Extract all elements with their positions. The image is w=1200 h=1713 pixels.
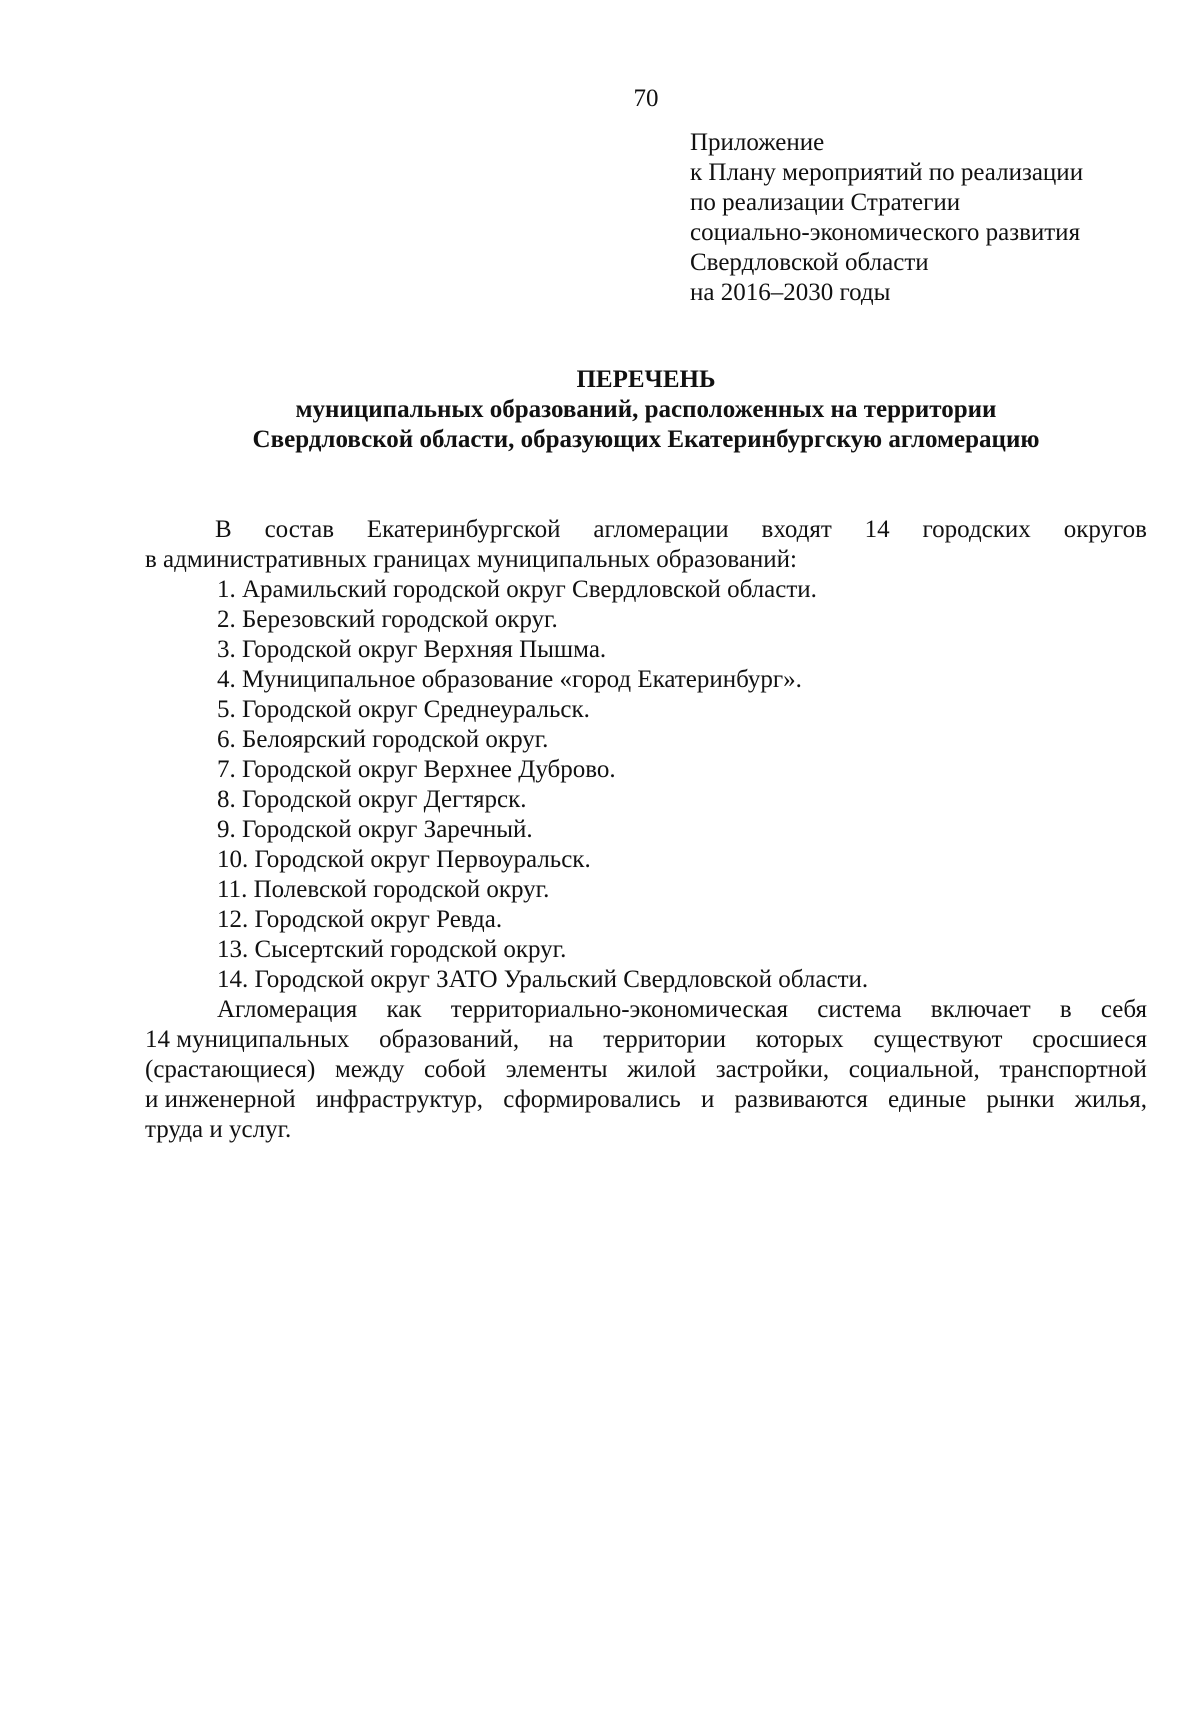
closing-word: территориально-экономическая (450, 996, 788, 1023)
list-item: 9. Городской округ Заречный. (217, 816, 533, 843)
appendix-line: Свердловской области (690, 249, 929, 276)
closing-word: сформировались (503, 1086, 681, 1113)
list-item: 13. Сысертский городской округ. (217, 936, 567, 963)
closing-word: себя (1100, 996, 1147, 1023)
title-heading: ПЕРЕЧЕНЬ (576, 366, 716, 393)
intro-word: В (215, 516, 232, 543)
closing-word: единые (888, 1086, 967, 1113)
closing-word: элементы (505, 1056, 608, 1083)
intro-word: 14 (864, 516, 890, 543)
list-item: 12. Городской округ Ревда. (217, 906, 503, 933)
closing-word: застройки, (715, 1056, 830, 1083)
closing-word: инфраструктур, (315, 1086, 484, 1113)
municipality-list (217, 575, 1147, 995)
closing-word: жилой (627, 1056, 697, 1083)
list-item: 11. Полевской городской округ. (217, 876, 550, 903)
closing-word: на (548, 1026, 574, 1053)
appendix-line: Приложение (690, 129, 825, 156)
intro-word: городских (922, 516, 1031, 543)
closing-word: существуют (873, 1026, 1003, 1053)
list-item: 7. Городской округ Верхнее Дуброво. (217, 756, 616, 783)
intro-word: агломерации (593, 516, 729, 543)
title-line: муниципальных образований, расположенных на территории (295, 396, 997, 423)
closing-word: между (334, 1056, 405, 1083)
intro-paragraph (145, 515, 1147, 575)
closing-word: система (817, 996, 902, 1023)
closing-word: включает (930, 996, 1031, 1023)
title-line: Свердловской области, образующих Екатеринбургскую агломерацию (252, 426, 1040, 453)
list-item: 6. Белоярский городской округ. (217, 726, 549, 753)
closing-word: 14 муниципальных (145, 1026, 350, 1053)
closing-word: и инженерной (145, 1086, 296, 1113)
closing-word: собой (423, 1056, 487, 1083)
list-item: 10. Городской округ Первоуральск. (217, 846, 591, 873)
list-item: 1. Арамильский городской округ Свердловской области. (217, 576, 817, 603)
closing-word: и (700, 1086, 715, 1113)
appendix-line: на 2016–2030 годы (690, 279, 891, 306)
page-number: 70 (633, 85, 659, 112)
intro-word: входят (761, 516, 832, 543)
closing-word: рынки (986, 1086, 1055, 1113)
closing-word: развиваются (734, 1086, 868, 1113)
closing-word: территории (603, 1026, 726, 1053)
list-item: 5. Городской округ Среднеуральск. (217, 696, 590, 723)
closing-word: (срастающиеся) (145, 1056, 316, 1083)
closing-line: труда и услуг. (145, 1116, 292, 1143)
closing-word: в (1059, 996, 1072, 1023)
intro-word: Екатеринбургской (366, 516, 561, 543)
closing-word: жилья, (1074, 1086, 1147, 1113)
closing-word: Агломерация (217, 996, 358, 1023)
appendix-header (690, 128, 1170, 308)
list-item: 2. Березовский городской округ. (217, 606, 558, 633)
closing-line (145, 1085, 1147, 1115)
closing-line (145, 995, 1147, 1025)
closing-word: как (386, 996, 422, 1023)
appendix-line: по реализации Стратегии (690, 189, 961, 216)
closing-word: образований, (379, 1026, 520, 1053)
list-item: 3. Городской округ Верхняя Пышма. (217, 636, 607, 663)
intro-word: состав (264, 516, 335, 543)
intro-word: округов (1063, 516, 1147, 543)
closing-word: социальной, (848, 1056, 980, 1083)
closing-word: транспортной (999, 1056, 1147, 1083)
closing-line (145, 1055, 1147, 1085)
appendix-line: социально-экономического развития (690, 219, 1081, 246)
closing-line (145, 1025, 1147, 1055)
appendix-line: к Плану мероприятий по реализации (690, 159, 1084, 186)
intro-justified-line (145, 515, 1147, 545)
list-item: 4. Муниципальное образование «город Екатеринбург». (217, 666, 802, 693)
intro-line: в административных границах муниципальных образований: (145, 546, 798, 573)
list-item: 8. Городской округ Дегтярск. (217, 786, 527, 813)
closing-word: сросшиеся (1032, 1026, 1147, 1053)
closing-paragraph (145, 995, 1147, 1145)
document-title (145, 365, 1147, 455)
closing-word: которых (755, 1026, 844, 1053)
list-item: 14. Городской округ ЗАТО Уральский Свердловской области. (217, 966, 869, 993)
